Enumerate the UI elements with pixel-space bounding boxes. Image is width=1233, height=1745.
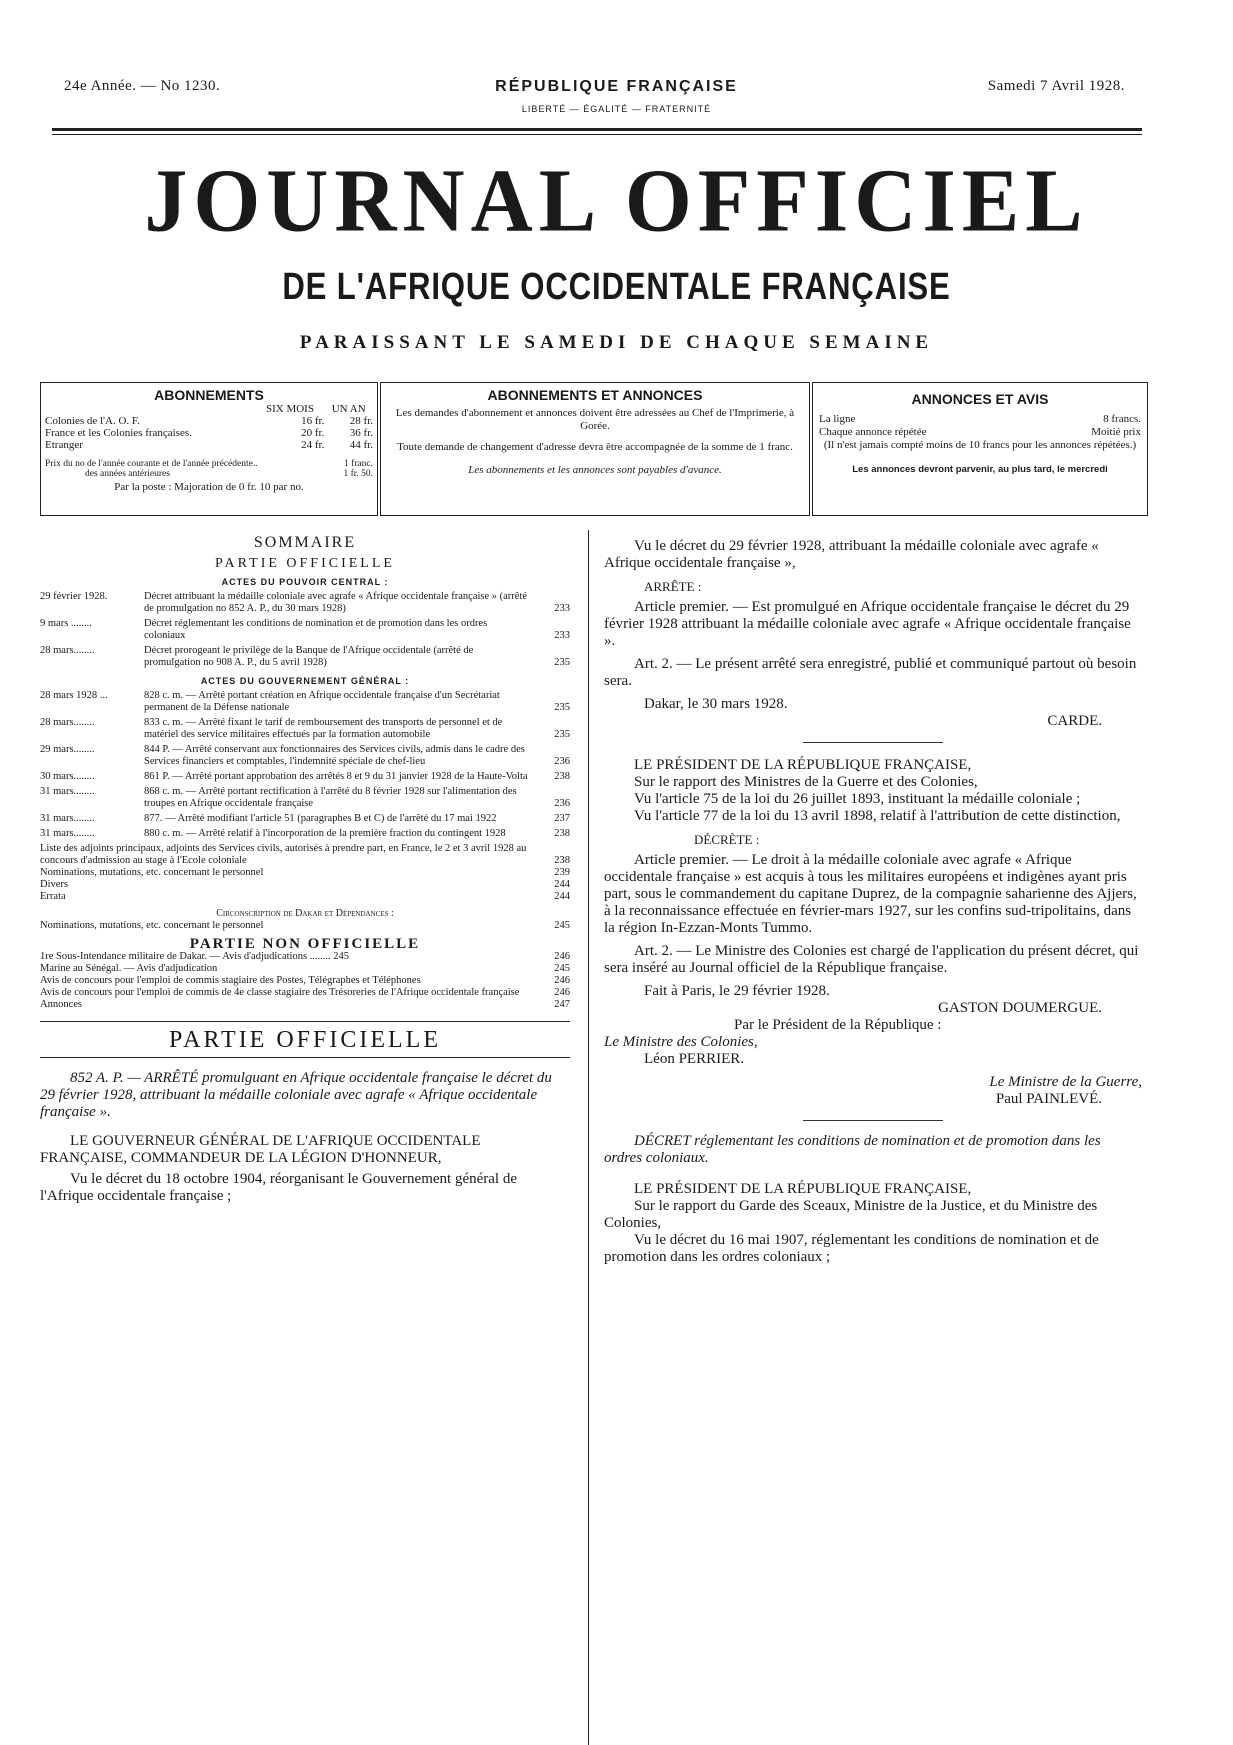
repetee-value: Moitié prix — [1091, 426, 1141, 438]
sommaire-title: SOMMAIRE — [253, 534, 357, 551]
abonnements-table — [45, 403, 373, 451]
republic-heading: RÉPUBLIQUE FRANÇAISE — [495, 78, 738, 95]
annonces-deadline: Les annonces devront parvenir, au plus tard, le mercredi — [852, 464, 1108, 475]
republic-motto: LIBERTÉ — ÉGALITÉ — FRATERNITÉ — [521, 104, 712, 114]
box-annonces-avis — [812, 382, 1148, 516]
gouvernement-general-heading: ACTES DU GOUVERNEMENT GÉNÉRAL : — [200, 676, 410, 686]
vu-decret-1928: Vu le décret du 29 février 1928, attribuant la médaille coloniale avec agrafe « Afrique occidentale française », — [604, 538, 1099, 571]
gouverneur-general: LE GOUVERNEUR GÉNÉRAL DE L'AFRIQUE OCCIDENTALE FRANÇAISE, COMMANDEUR DE LA LÉGION D'HONNEUR, — [40, 1133, 481, 1166]
ligne-label: La ligne — [819, 413, 856, 425]
list-item: Marine au Sénégal. — Avis d'adjudication 245 — [40, 963, 570, 974]
pouvoir-central-heading: ACTES DU POUVOIR CENTRAL : — [221, 577, 389, 587]
masthead-title: JOURNAL OFFICIEL — [144, 149, 1089, 251]
list-item: 31 mars........ 877. — Arrêté modifiant l'article 51 (paragraphes B et C) de l'arrêté du 17 mai 1922 237 — [40, 813, 570, 824]
signature-painleve: Paul PAINLEVÉ. — [995, 1091, 1102, 1107]
annonces-avis-title: ANNONCES ET AVIS — [911, 391, 1049, 407]
list-item: 30 mars........ 861 P. — Arrêté portant approbation des arrêtés 8 et 9 du 31 janvier 1928 de la Haute-Volta 238 — [40, 771, 570, 782]
abonnements-annonces-title: ABONNEMENTS ET ANNONCES — [487, 387, 703, 403]
vu-article-75: Vu l'article 75 de la loi du 26 juillet 1893, instituant la médaille coloniale ; — [634, 791, 1081, 807]
decret-ordres-heading: DÉCRET réglementant les conditions de nomination et de promotion dans les ordres coloniaux. — [604, 1133, 1101, 1166]
list-item: 29 mars........ 844 P. — Arrêté conservant aux fonctionnaires des Services civils, admis dans le cadre des Services financiers et comptables, l'indemnité spéciale de chef-lieu 236 — [40, 744, 570, 767]
vu-decret-1907: Vu le décret du 16 mai 1907, réglementant les conditions de nomination et de promotion dans les ordres coloniaux ; — [604, 1232, 1099, 1265]
fait-paris: Fait à Paris, le 29 février 1928. — [644, 983, 830, 999]
list-item: Divers 244 — [40, 879, 570, 890]
col-six-mois: SIX MOIS — [265, 403, 314, 415]
decret-article-2: Art. 2. — Le Ministre des Colonies est chargé de l'application du présent décret, qui sera inséré au Journal officiel de la République française. — [604, 943, 1139, 976]
arrete-article-1: Article premier. — Est promulgué en Afrique occidentale française le décret du 29 février 1928 attribuant la médaille coloniale avec agrafe « Afrique occidentale française ». — [604, 599, 1131, 649]
prix2-label: des années antérieures — [85, 469, 170, 479]
list-item: Liste des adjoints principaux, adjoints des Services civils, autorisés à prendre part, en France, le 2 et 3 avril 1928 au concours d'admission au stage à l'Ecole coloniale 238 — [40, 843, 570, 866]
par-le-president: Par le Président de la République : — [734, 1017, 942, 1033]
prix-label: Prix du no de l'année courante et de l'année précédente.. — [45, 459, 258, 469]
header-rule-thin — [52, 134, 1142, 135]
annonces-note: (Il n'est jamais compté moins de 10 francs pour les annonces répétées.) — [823, 439, 1137, 451]
table-row: France et les Colonies françaises. 20 fr. 36 fr. — [45, 427, 373, 439]
header-rule — [52, 128, 1142, 131]
col-un-an: UN AN — [331, 403, 366, 415]
masthead-subtitle: DE L'AFRIQUE OCCIDENTALE FRANÇAISE — [282, 266, 951, 308]
vu-article-77: Vu l'article 77 de la loi du 13 avril 1898, relatif à l'attribution de cette distinction, — [634, 808, 1121, 824]
list-item: Annonces 247 — [40, 999, 570, 1010]
right-column — [604, 538, 1142, 1266]
box-abonnements — [40, 382, 378, 516]
prix2-value: 1 fr. 50. — [343, 469, 373, 479]
list-item: 28 mars 1928 ... 828 c. m. — Arrêté portant création en Afrique occidentale française d'un Secrétariat permanent de la Défense nationale 235 — [40, 690, 570, 713]
table-row: Etranger 24 fr. 44 fr. — [45, 439, 373, 451]
list-item: 28 mars........ 833 c. m. — Arrêté fixant le tarif de remboursement des transports de personnel et de matériel des service militaires effectués par la formation automobile 235 — [40, 717, 570, 740]
list-item: 28 mars........ Décret prorogeant le privilège de la Banque de l'Afrique occidentale (arrêté de promulgation no 908 A. P., du 5 avril 1928) 235 — [40, 645, 570, 668]
list-item: 31 mars........ 868 c. m. — Arrêté portant rectification à l'arrêté du 8 février 1928 sur l'alimentation des troupes en Afrique occidentale française 236 — [40, 786, 570, 809]
arrete-article-2: Art. 2. — Le présent arrêté sera enregistré, publié et communiqué partout où besoin sera. — [604, 656, 1137, 689]
list-item: 31 mars........ 880 c. m. — Arrêté relatif à l'incorporation de la première fraction du contingent 1928 238 — [40, 828, 570, 839]
abonnements-title: ABONNEMENTS — [154, 387, 264, 403]
ministre-guerre-label: Le Ministre de la Guerre, — [989, 1074, 1142, 1090]
abonnements-text1: Les demandes d'abonnement et annonces doivent être adressées au Chef de l'Imprimerie, à Gorée. — [395, 407, 795, 432]
list-item: Nominations, mutations, etc. concernant le personnel 245 — [40, 920, 570, 931]
vu-decret-1904: Vu le décret du 18 octobre 1904, réorganisant le Gouvernement général de l'Afrique occidentale française ; — [40, 1171, 517, 1204]
sommaire-partie-officielle: PARTIE OFFICIELLE — [215, 556, 395, 571]
issue-date: Samedi 7 Avril 1928. — [987, 78, 1125, 94]
sommaire-column — [40, 536, 570, 1205]
ministre-colonies-label: Le Ministre des Colonies, — [604, 1034, 758, 1050]
signature-carde: CARDE. — [1047, 713, 1102, 729]
list-item: 1re Sous-Intendance militaire de Dakar. — Avis d'adjudications ........ 245 246 — [40, 951, 570, 962]
poste-note: Par la poste : Majoration de 0 fr. 10 par no. — [114, 481, 304, 493]
rapport-guerre-colonies: Sur le rapport des Ministres de la Guerre et des Colonies, — [634, 774, 978, 790]
list-item: 9 mars ........ Décret réglementant les conditions de nomination et de promotion dans les ordres coloniaux 233 — [40, 618, 570, 641]
abonnements-text3: Les abonnements et les annonces sont payables d'avance. — [468, 464, 722, 476]
list-item: Avis de concours pour l'emploi de commis stagiaire des Postes, Télégraphes et Téléphones 246 — [40, 975, 570, 986]
list-item: Nominations, mutations, etc. concernant le personnel 239 — [40, 867, 570, 878]
ligne-value: 8 francs. — [1103, 413, 1141, 425]
dakar-heading: Circonscription de Dakar et Dépendances : — [216, 908, 394, 919]
list-item: Avis de concours pour l'emploi de commis de 4e classe stagiaire des Trésoreries de l'Afrique occidentale française 246 — [40, 987, 570, 998]
list-item: Errata 244 — [40, 891, 570, 902]
rapport-garde-sceaux: Sur le rapport du Garde des Sceaux, Ministre de la Justice, et du Ministre des Colonies, — [604, 1198, 1098, 1231]
column-divider — [588, 530, 589, 1745]
list-item: 29 février 1928. Décret attribuant la médaille coloniale avec agrafe « Afrique occidentale française » (arrêté de promulgation no 852 A. P., du 30 mars 1928) 233 — [40, 591, 570, 614]
president-heading: LE PRÉSIDENT DE LA RÉPUBLIQUE FRANÇAISE, — [634, 757, 972, 773]
prix-value: 1 franc. — [343, 459, 373, 469]
repetee-label: Chaque annonce répétée — [819, 426, 927, 438]
president-heading-2: LE PRÉSIDENT DE LA RÉPUBLIQUE FRANÇAISE, — [634, 1181, 972, 1197]
signature-perrier: Léon PERRIER. — [644, 1051, 744, 1067]
issue-number: 24e Année. — No 1230. — [64, 78, 221, 94]
partie-non-officielle-heading: PARTIE NON OFFICIELLE — [189, 936, 421, 952]
box-abonnements-annonces — [380, 382, 810, 516]
abonnements-text2: Toute demande de changement d'adresse devra être accompagnée de la somme de 1 franc. — [397, 441, 793, 453]
signature-doumergue: GASTON DOUMERGUE. — [938, 1000, 1102, 1016]
decrete-label: DÉCRÈTE : — [694, 832, 760, 847]
arrete-label: ARRÊTE : — [644, 579, 702, 594]
table-row: Colonies de l'A. O. F. 16 fr. 28 fr. — [45, 415, 373, 427]
dakar-date: Dakar, le 30 mars 1928. — [644, 696, 788, 712]
publication-frequency: PARAISSANT LE SAMEDI DE CHAQUE SEMAINE — [299, 332, 934, 353]
arrete-852-heading: 852 A. P. — ARRÊTÉ promulguant en Afrique occidentale française le décret du 29 février 1928, attribuant la médaille coloniale avec agrafe « Afrique occidentale française ». — [40, 1070, 552, 1120]
decret-article-1: Article premier. — Le droit à la médaille coloniale avec agrafe « Afrique occidentale française » est acquis à tous les militaires européens et indigènes ayant pris part, sous le commandement du capitane Duprez, de la compagnie saharienne des Ajjers, à la reconnaissance effectuée en février-mars 1927, sur les confins sud-tripolitains, dans la région In-Ezzan-Monts Tummo. — [604, 852, 1137, 936]
partie-officielle-title: PARTIE OFFICIELLE — [168, 1027, 441, 1053]
